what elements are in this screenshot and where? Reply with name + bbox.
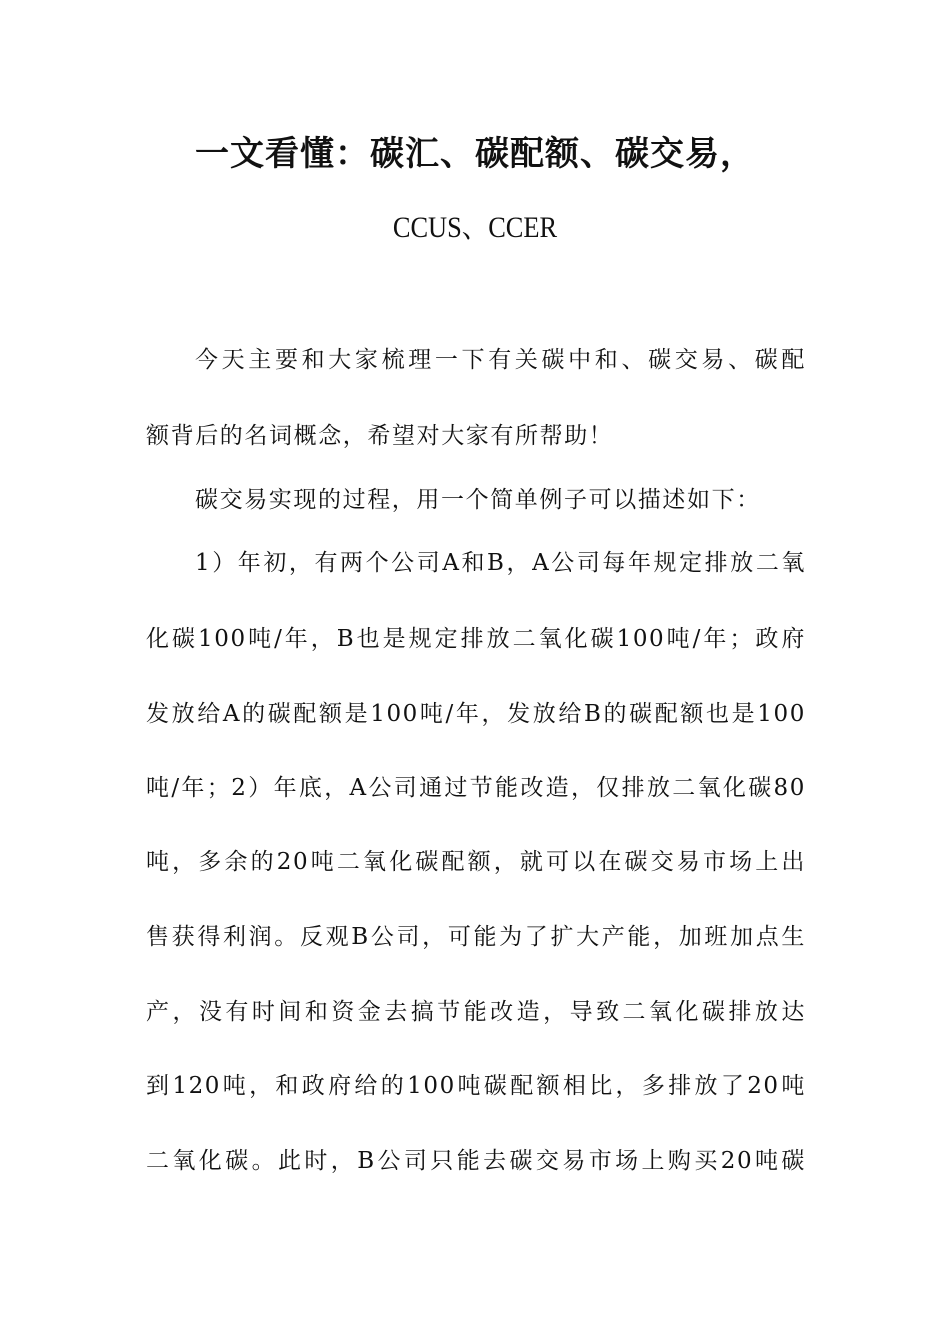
paragraph-line: 发放给A的碳配额是100吨/年，发放给B的碳配额也是100 bbox=[146, 701, 806, 727]
paragraph-line: 化碳100吨/年，B也是规定排放二氧化碳100吨/年；政府 bbox=[146, 626, 806, 652]
document-title-line-1: 一文看懂：碳汇、碳配额、碳交易， bbox=[195, 134, 755, 174]
paragraph-line: 1）年初，有两个公司A和B，A公司每年规定排放二氧 bbox=[195, 550, 806, 576]
paragraph-line: 额背后的名词概念，希望对大家有所帮助！ bbox=[146, 423, 614, 449]
document-title-line-2: CCUS、CCER bbox=[392, 211, 558, 244]
paragraph-line: 二氧化碳。此时，B公司只能去碳交易市场上购买20吨碳 bbox=[146, 1148, 806, 1174]
paragraph-line: 吨，多余的20吨二氧化碳配额，就可以在碳交易市场上出 bbox=[146, 849, 806, 875]
paragraph-line: 今天主要和大家梳理一下有关碳中和、碳交易、碳配 bbox=[195, 347, 806, 373]
paragraph-line: 产，没有时间和资金去搞节能改造，导致二氧化碳排放达 bbox=[146, 999, 806, 1025]
paragraph-line: 售获得利润。反观B公司，可能为了扩大产能，加班加点生 bbox=[146, 924, 806, 950]
paragraph-line: 碳交易实现的过程，用一个简单例子可以描述如下： bbox=[195, 487, 761, 513]
paragraph-line: 到120吨，和政府给的100吨碳配额相比，多排放了20吨 bbox=[146, 1073, 806, 1099]
paragraph-line: 吨/年；2）年底，A公司通过节能改造，仅排放二氧化碳80 bbox=[146, 775, 806, 801]
